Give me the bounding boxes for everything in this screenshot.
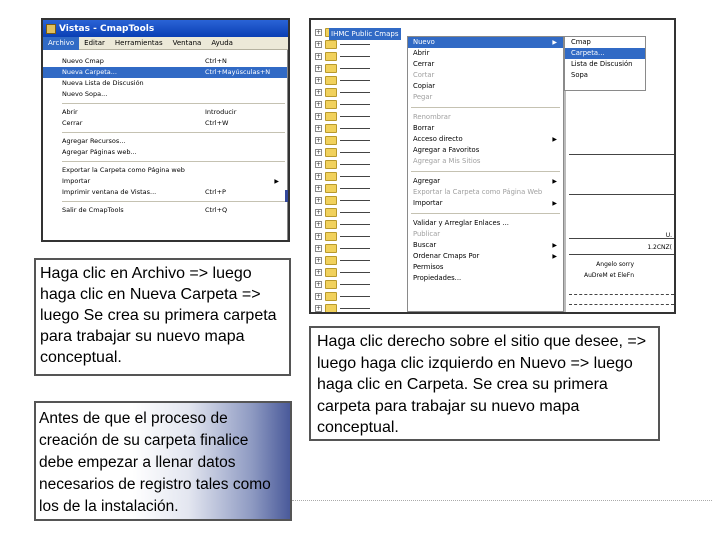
ctx-item-agregar[interactable]: Agregar ▶	[413, 177, 557, 185]
expand-icon[interactable]: +	[316, 28, 322, 36]
ctx-item-exportar-carpeta[interactable]: Exportar la Carpeta como Página Web	[413, 188, 543, 196]
folder-icon	[325, 64, 337, 73]
ctx-item-importar[interactable]: Importar ▶	[413, 199, 557, 207]
folder-icon	[325, 100, 337, 109]
expand-icon[interactable]: +	[316, 196, 322, 204]
folder-icon	[325, 292, 337, 301]
expand-icon[interactable]: +	[316, 220, 322, 228]
folder-name-line	[340, 140, 370, 141]
folder-icon	[325, 220, 337, 229]
menu-ventana[interactable]: Ventana	[172, 38, 202, 47]
submenu-arrow-icon: ▶	[552, 242, 557, 249]
tree-folder-row[interactable]	[315, 146, 370, 158]
folder-name-line	[340, 284, 370, 285]
side-text: U.	[665, 232, 672, 239]
expand-icon[interactable]: +	[316, 124, 322, 132]
expand-icon[interactable]: +	[316, 208, 322, 216]
menu-separator	[411, 171, 560, 172]
ctx-item-buscar[interactable]: Buscar ▶	[413, 241, 557, 249]
folder-name-line	[340, 128, 370, 129]
instruction-box-clic-derecho: Haga clic derecho sobre el sitio que desee, => luego haga clic izquierdo en Nuevo => luego haga clic en Carpeta. Se crea su primera carpeta para trabajar su nuevo mapa conceptual.	[309, 326, 660, 441]
menu-item-abrir[interactable]: Abrir Introducir	[62, 108, 237, 116]
menu-separator	[62, 103, 285, 104]
tree-line	[569, 254, 674, 255]
tree-folder-row[interactable]	[315, 86, 370, 98]
menu-separator	[62, 132, 285, 133]
folder-icon	[325, 40, 337, 49]
tree-line	[569, 238, 674, 239]
note-box-registro: Antes de que el proceso de creación de su carpeta finalice debe empezar a llenar datos necesarios de registro tales como los de la instalación.	[34, 401, 292, 521]
expand-icon[interactable]: +	[316, 76, 322, 84]
expand-icon[interactable]: +	[316, 52, 322, 60]
tree-folder-row[interactable]	[315, 206, 370, 218]
folder-icon	[325, 256, 337, 265]
folder-name-line	[340, 80, 370, 81]
ctx-item-abrir[interactable]: Abrir	[413, 49, 430, 57]
menu-item-nuevo-cmap[interactable]: Nuevo Cmap Ctrl+N	[62, 57, 227, 65]
tree-folder-row[interactable]	[315, 302, 370, 314]
tree-folder-row[interactable]	[315, 62, 370, 74]
tree-folder-row[interactable]	[315, 194, 370, 206]
tree-folder-row[interactable]	[315, 158, 370, 170]
expand-icon[interactable]: +	[316, 172, 322, 180]
menu-item-importar[interactable]: Importar ▶	[62, 177, 279, 185]
folder-icon	[325, 208, 337, 217]
ctx-item-permisos[interactable]: Permisos	[413, 263, 444, 271]
cmaptools-file-menu-screenshot	[41, 18, 290, 242]
folder-name-line	[340, 164, 370, 165]
side-text: AuDreM et EleFn	[584, 272, 634, 279]
dotted-divider	[292, 500, 712, 501]
submenu-item-sopa[interactable]: Sopa	[571, 71, 588, 79]
folder-name-line	[340, 308, 370, 309]
submenu-arrow-icon: ▶	[552, 178, 557, 185]
tree-folder-row[interactable]	[315, 278, 370, 290]
expand-icon[interactable]: +	[316, 244, 322, 252]
ctx-item-acceso-directo[interactable]: Acceso directo ▶	[413, 135, 557, 143]
expand-icon[interactable]: +	[316, 136, 322, 144]
folder-name-line	[340, 212, 370, 213]
tree-folder-row[interactable]	[315, 254, 370, 266]
menu-separator	[411, 213, 560, 214]
ctx-item-publicar[interactable]: Publicar	[413, 230, 441, 238]
folder-icon	[325, 196, 337, 205]
scrollbar-fragment[interactable]	[285, 190, 288, 202]
folder-icon	[325, 232, 337, 241]
tree-line	[569, 304, 674, 305]
folder-name-line	[340, 236, 370, 237]
submenu-item-cmap[interactable]: Cmap	[571, 38, 591, 46]
folder-name-line	[340, 68, 370, 69]
tree-line	[569, 154, 674, 155]
tree-folder-row[interactable]	[315, 290, 370, 302]
ctx-item-propiedades[interactable]: Propiedades...	[413, 274, 462, 282]
tree-folder-row[interactable]	[315, 218, 370, 230]
menu-item-agregar-recursos[interactable]: Agregar Recursos...	[62, 137, 126, 145]
folder-icon	[325, 268, 337, 277]
folder-name-line	[340, 200, 370, 201]
folder-icon	[325, 52, 337, 61]
submenu-arrow-icon: ▶	[552, 136, 557, 143]
archivo-dropdown	[43, 50, 288, 240]
ctx-item-ordenar-cmaps[interactable]: Ordenar Cmaps Por ▶	[413, 252, 557, 260]
tree-folder-row[interactable]	[315, 98, 370, 110]
submenu-arrow-icon: ▶	[552, 39, 557, 46]
window-title: Vistas - CmapTools	[59, 23, 155, 34]
menu-herramientas[interactable]: Herramientas	[114, 38, 163, 47]
tree-folder-row[interactable]	[315, 50, 370, 62]
menu-separator	[62, 161, 285, 162]
submenu-arrow-icon: ▶	[552, 200, 557, 207]
ctx-item-copiar[interactable]: Copiar	[413, 82, 436, 90]
menu-ayuda[interactable]: Ayuda	[211, 38, 233, 47]
submenu-item-lista-discusion[interactable]: Lista de Discusión	[571, 60, 633, 68]
tree-line	[569, 194, 674, 195]
menu-item-exportar-carpeta[interactable]: Exportar la Carpeta como Página web	[62, 166, 185, 174]
folder-icon	[325, 244, 337, 253]
tree-folder-row[interactable]	[315, 182, 370, 194]
folder-name-line	[340, 104, 370, 105]
context-menu	[407, 36, 564, 312]
folder-icon	[325, 112, 337, 121]
folder-icon	[325, 148, 337, 157]
tree-line	[569, 294, 674, 295]
folder-icon	[325, 160, 337, 169]
expand-icon[interactable]: +	[316, 268, 322, 276]
folder-name-line	[340, 176, 370, 177]
tree-folder-row[interactable]	[315, 110, 370, 122]
ctx-item-pegar[interactable]: Pegar	[413, 93, 433, 101]
context-menu-screenshot	[309, 18, 676, 314]
folder-icon	[325, 76, 337, 85]
expand-icon[interactable]: +	[316, 292, 322, 300]
side-text: 1.2CNZ(	[647, 244, 672, 251]
expand-icon[interactable]: +	[316, 88, 322, 96]
tree-folder-row[interactable]	[315, 170, 370, 182]
folder-icon	[325, 172, 337, 181]
menu-separator	[411, 107, 560, 108]
tree-folder-row[interactable]	[315, 242, 370, 254]
folder-name-line	[340, 248, 370, 249]
menu-archivo[interactable]: Archivo	[43, 37, 79, 50]
expand-icon[interactable]: +	[316, 184, 322, 192]
folder-name-line	[340, 224, 370, 225]
ctx-item-cortar[interactable]: Cortar	[413, 71, 435, 79]
menu-item-imprimir[interactable]: Imprimir ventana de Vistas... Ctrl+P	[62, 188, 226, 196]
menu-bar	[43, 37, 288, 50]
folder-name-line	[340, 188, 370, 189]
ctx-item-agregar-favoritos[interactable]: Agregar a Favoritos	[413, 146, 480, 154]
menu-item-salir[interactable]: Salir de CmapTools Ctrl+Q	[62, 206, 228, 214]
ctx-item-renombrar[interactable]: Renombrar	[413, 113, 451, 121]
menu-item-nueva-lista-discusion[interactable]: Nueva Lista de Discusión	[62, 79, 144, 87]
ctx-item-nuevo[interactable]: Nuevo ▶	[408, 37, 563, 48]
tree-folder-row[interactable]	[315, 230, 370, 242]
folder-name-line	[340, 116, 370, 117]
submenu-arrow-icon: ▶	[274, 178, 279, 185]
menu-editar[interactable]: Editar	[84, 38, 105, 47]
expand-icon[interactable]: +	[316, 40, 322, 48]
tree-folder-row[interactable]	[315, 134, 370, 146]
instruction-box-archivo: Haga clic en Archivo => luego haga clic en Nueva Carpeta => luego Se crea su primera carpeta para trabajar su nuevo mapa conceptual.	[34, 258, 291, 376]
expand-icon[interactable]: +	[316, 256, 322, 264]
folder-name-line	[340, 272, 370, 273]
expand-icon[interactable]: +	[316, 304, 322, 312]
folder-name-line	[340, 56, 370, 57]
site-label-ihmc[interactable]: IHMC Public Cmaps	[331, 30, 399, 38]
menu-item-nueva-carpeta[interactable]: Nueva Carpeta... Ctrl+Mayúsculas+N	[43, 67, 287, 78]
folder-name-line	[340, 44, 370, 45]
expand-icon[interactable]: +	[316, 280, 322, 288]
ctx-item-borrar[interactable]: Borrar	[413, 124, 435, 132]
menu-separator	[62, 201, 285, 202]
folder-name-line	[340, 296, 370, 297]
tree-folder-row[interactable]	[315, 266, 370, 278]
nuevo-submenu	[564, 36, 646, 91]
side-text: Angelo sorry	[596, 261, 634, 268]
folder-name-line	[340, 92, 370, 93]
menu-item-cerrar[interactable]: Cerrar Ctrl+W	[62, 119, 229, 127]
folder-icon	[325, 124, 337, 133]
expand-icon[interactable]: +	[316, 112, 322, 120]
ctx-item-cerrar[interactable]: Cerrar	[413, 60, 435, 68]
folder-icon	[325, 304, 337, 313]
folder-icon	[325, 184, 337, 193]
submenu-item-carpeta[interactable]: Carpeta...	[565, 48, 645, 59]
folder-icon	[325, 136, 337, 145]
cmaptools-app-icon	[46, 24, 56, 34]
window-title-bar	[43, 20, 288, 37]
folder-icon	[325, 280, 337, 289]
expand-icon[interactable]: +	[316, 148, 322, 156]
ctx-item-validar-enlaces[interactable]: Validar y Arreglar Enlaces ...	[413, 219, 509, 227]
expand-icon[interactable]: +	[316, 160, 322, 168]
tree-folder-row[interactable]	[315, 122, 370, 134]
folder-name-line	[340, 260, 370, 261]
submenu-arrow-icon: ▶	[552, 253, 557, 260]
expand-icon[interactable]: +	[316, 100, 322, 108]
menu-item-agregar-paginas-web[interactable]: Agregar Páginas web...	[62, 148, 137, 156]
menu-item-nuevo-sopa[interactable]: Nuevo Sopa...	[62, 90, 108, 98]
folder-icon	[325, 88, 337, 97]
expand-icon[interactable]: +	[316, 64, 322, 72]
expand-icon[interactable]: +	[316, 232, 322, 240]
ctx-item-agregar-mis-sitios[interactable]: Agregar a Mis Sitios	[413, 157, 481, 165]
folder-name-line	[340, 152, 370, 153]
tree-folder-row[interactable]	[315, 74, 370, 86]
